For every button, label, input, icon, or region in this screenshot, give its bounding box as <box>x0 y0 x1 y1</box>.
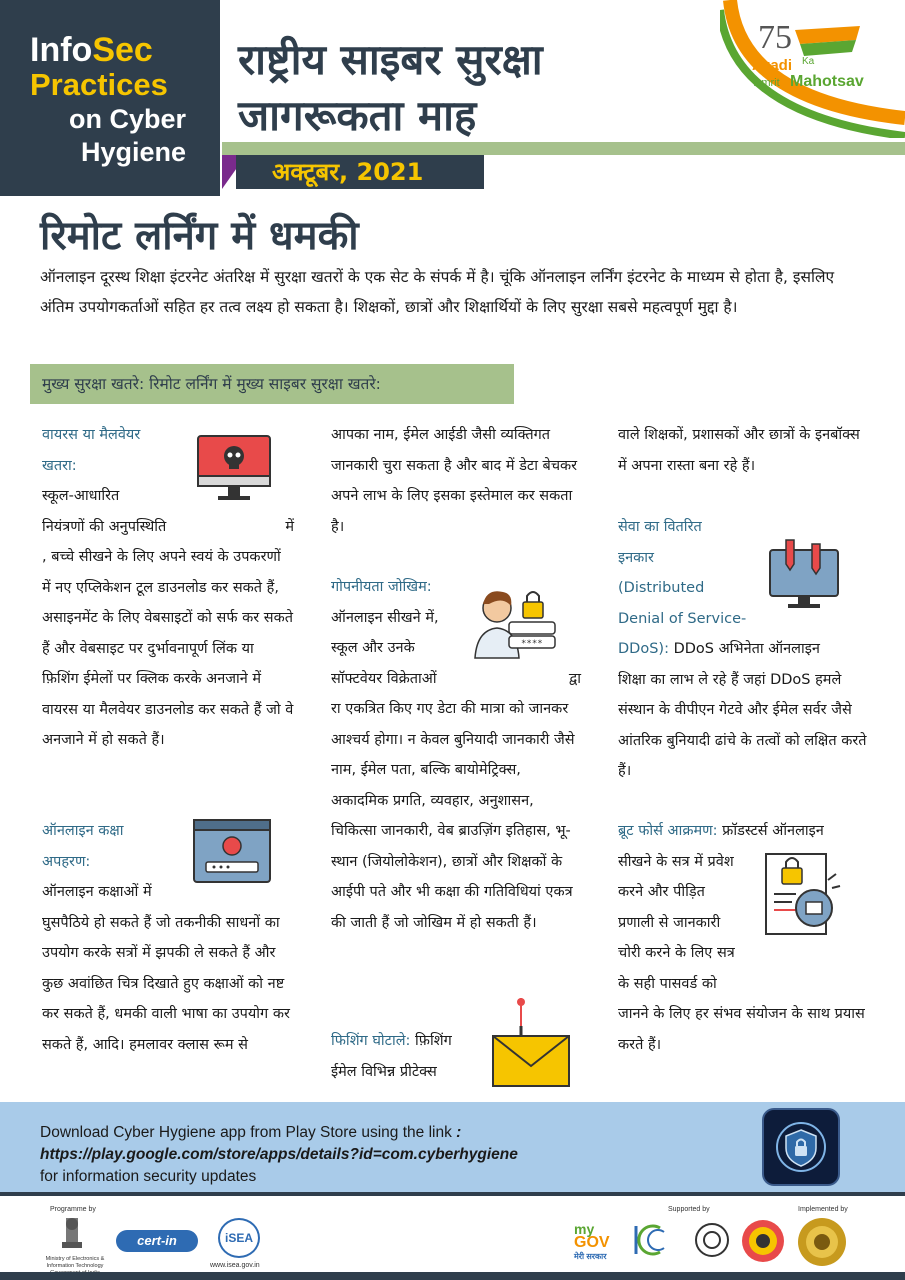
brute-force-lock-fist-icon <box>762 850 842 938</box>
brand-line-infosec: InfoSec <box>30 31 153 69</box>
sponsor-logos-row <box>0 1200 905 1280</box>
column-2-continued-text: आपका नाम, ईमेल आईडी जैसी व्यक्तिगत जानकारी चुरा सकता है और बाद में डेटा बेचकर अपने लाभ के लिए इसका इस्तेमाल कर सकता है। <box>331 427 578 535</box>
ddos-monitor-icon <box>766 534 842 610</box>
play-store-link[interactable]: https://play.google.com/store/apps/details?id=com.cyberhygiene <box>40 1146 518 1163</box>
supporting-org-logo-1 <box>632 1220 674 1260</box>
brand-line-practices: Practices <box>30 67 168 102</box>
virus-text-line: नियंत्रणों की अनुपस्थिति में <box>42 518 294 535</box>
class-hijack-text: घुसपैठिये हो सकते हैं जो तकनीकी साधनों का उपयोग करके सत्रों में झपकी ले सकते हैं और कुछ अवांछित चित्र दिखाते हुए कक्षाओं को नष्ट कर सकते हैं, धमकी वाली भाषा का उपयोग कर सकते हैं, आदि। हमलावर क्लास रूम से <box>42 914 290 1053</box>
virus-threat-heading: वायरस या मैलवेयर खतरा: <box>42 427 141 474</box>
intro-paragraph: ऑनलाइन दूरस्थ शिक्षा इंटरनेट अंतरिक्ष में सुरक्षा खतरों के एक सेट के संपर्क में है। चूंकि ऑनलाइन लर्निंग इंटरनेट के माध्यम से होता है, इसलिए अंतिम उपयोगकर्ताओं सहित हर तत्व लक्ष्य हो सकता है। शिक्षकों, छात्रों और शिक्षार्थियों के लिए सुरक्षा सबसे महत्वपूर्ण मुद्दा है। <box>40 268 835 316</box>
class-hijack-heading: ऑनलाइन कक्षा अपहरण: <box>42 823 124 870</box>
page-title-line1: राष्ट्रीय साइबर सुरक्षा <box>238 35 543 84</box>
phishing-email-hook-icon <box>489 996 573 1088</box>
privacy-text-line: स्कूल और उनके <box>331 640 415 656</box>
brute-force-text: जानने के लिए हर संभव संयोजन के साथ प्रयास करते हैं। <box>618 1006 865 1053</box>
cdac-logo <box>796 1216 848 1268</box>
brute-force-line: सीखने के सत्र में प्रवेश <box>618 853 734 870</box>
azadi-ka: Ka <box>802 56 815 67</box>
privacy-person-lock-icon <box>469 582 557 660</box>
azadi-ka-amrit-mahotsav-logo <box>720 0 905 138</box>
brute-force-line: करने और पीड़ित <box>618 884 705 900</box>
date-label: अक्टूबर, 2021 <box>236 155 484 189</box>
meity-label: Ministry of Electronics & Information Technology <box>45 1256 105 1269</box>
brute-force-line: के सही पासवर्ड को <box>618 975 717 992</box>
page-bottom-border <box>0 1272 905 1280</box>
virus-text-line: स्कूल-आधारित <box>42 488 120 504</box>
ddos-heading: सेवा का वितरित इनकार (Distributed Denial of Service- <box>618 519 747 627</box>
brute-force-line-1: ब्रूट फोर्स आक्रमण: फ्रॉडस्टर्स ऑनलाइन <box>618 823 824 839</box>
page-title-line2: जागरूकता माह <box>238 91 477 140</box>
privacy-text-line: सॉफ्टवेयर विक्रेताओं द्वा <box>331 670 581 687</box>
section-title: रिमोट लर्निंग में धमकी <box>40 213 359 259</box>
cyber-jaagrookta-logo <box>740 1218 786 1264</box>
supporting-org-logo-2 <box>692 1220 732 1260</box>
azadi-mahotsav: Mahotsav <box>790 73 864 90</box>
virus-threat-text: , बच्चे सीखने के लिए अपने स्वयं के उपकरणों में नए एप्लिकेशन टूल डाउनलोड कर सकते हैं, असाइनमेंट के लिए वेबसाइटों को सर्फ कर सकते हैं और वेबसाइट पर दुर्भावनापूर्ण लिंक या फ़िशिंग ईमेलों पर क्लिक करके अनजाने में वायरस या मैलवेयर डाउनलोड कर सकते हैं जो वे अनजाने में हो सकते हैं। <box>42 549 294 748</box>
hacked-browser-icon <box>192 818 272 886</box>
isea-logo: iSEA <box>218 1218 260 1258</box>
brute-force-line: चोरी करने के लिए सत्र <box>618 945 735 961</box>
page-title <box>238 32 698 144</box>
brand-box <box>0 0 220 196</box>
mygov-logo: my GOV मेरी सरकार <box>574 1221 610 1261</box>
brand-line-on-cyber: on Cyber <box>68 104 186 134</box>
programme-by-label: Programme by <box>50 1206 96 1213</box>
column-3-continued-text: वाले शिक्षकों, प्रशासकों और छात्रों के इनबॉक्स में अपना रास्ता बना रहे हैं। <box>618 427 860 474</box>
cert-in-logo: cert-in <box>116 1230 198 1252</box>
shield-lock-icon <box>764 1110 838 1184</box>
phishing-line-1: फिशिंग घोटाले: फ़िशिंग <box>331 1033 452 1049</box>
threats-heading-band: मुख्य सुरक्षा खतरे: रिमोट लर्निंग में मुख्य साइबर सुरक्षा खतरे: <box>30 364 514 404</box>
privacy-risk-heading: गोपनीयता जोखिम: <box>331 579 432 595</box>
privacy-risk-text: रा एकत्रित किए गए डेटा की मात्रा को जानकर आश्चर्य होगा। न केवल बुनियादी जानकारी जैसे नाम, ईमेल पता, बल्कि बायोमेट्रिक्स, अकादमिक प्रगति, व्यवहार, अनुशासन, चिकित्सा जानकारी, वेब ब्राउज़िंग इतिहास, भू-स्थान (जियोलोकेशन), छात्रों और शिक्षकों के आईपी पते और भी कक्षा की गतिविधियां एकत्र की जाती हैं जो जोखिम में हो सकती हैं। <box>331 701 575 931</box>
brute-force-line: प्रणाली से जानकारी <box>618 914 721 931</box>
svg-text:****: **** <box>521 639 543 649</box>
cyber-hygiene-app-icon[interactable] <box>762 1108 840 1186</box>
class-hijack-text-line: ऑनलाइन कक्षाओं में <box>42 884 152 900</box>
header-divider <box>222 142 905 155</box>
azadi-amrit: Amrit <box>754 77 780 89</box>
ddos-text: शिक्षा का लाभ ले रहे हैं जहां DDoS हमले संस्थान के वीपीएन गेटवे और ईमेल सर्वर जैसे आंतरिक बुनियादी ढांचे के तत्वों को लक्षित करते हैं। <box>618 671 867 779</box>
phishing-line-2: ईमेल विभिन्न प्रीटेक्स <box>331 1063 437 1080</box>
azadi-75: 75 <box>758 19 792 56</box>
privacy-text-line: ऑनलाइन सीखने में, <box>331 609 439 626</box>
isea-url: www.isea.gov.in <box>210 1262 260 1269</box>
ddos-text-line: DDoS): DDoS अभिनेता ऑनलाइन <box>618 641 820 657</box>
supported-by-label: Supported by <box>668 1206 710 1213</box>
malware-monitor-icon <box>196 434 272 502</box>
implemented-by-label: Implemented by <box>798 1206 848 1213</box>
azadi-word: Azadi <box>752 57 793 74</box>
brand-line-hygiene: Hygiene <box>80 137 186 167</box>
download-app-text: Download Cyber Hygiene app from Play Store using the link : https://play.google.com/store/apps/details?id=com.cyberhygiene for information security updates <box>40 1124 518 1185</box>
national-emblem-icon <box>52 1214 92 1254</box>
